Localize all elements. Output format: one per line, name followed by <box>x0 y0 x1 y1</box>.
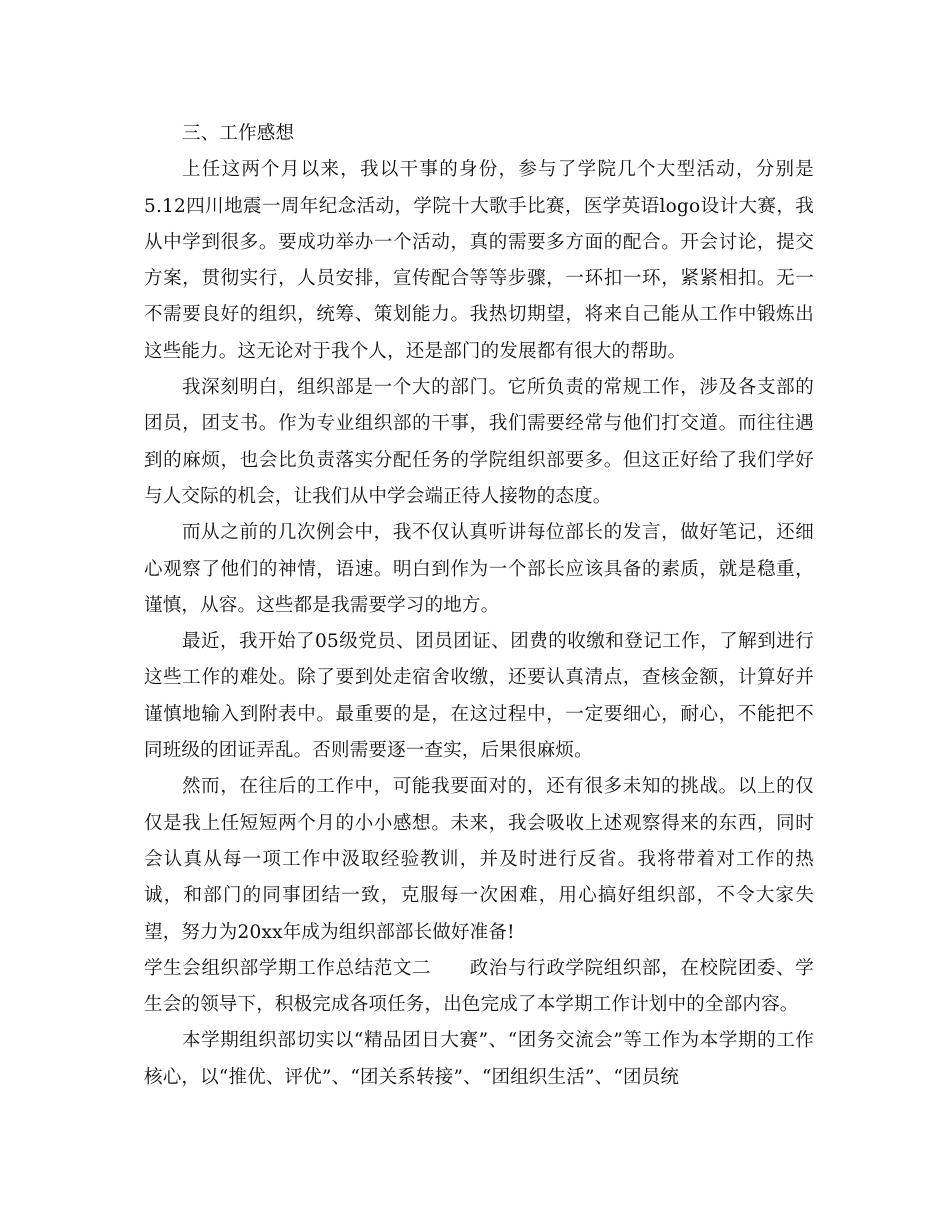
second-section-title: 学生会组织部学期工作总结范文二 <box>144 957 432 979</box>
paragraph-1: 上任这两个月以来，我以干事的身份，参与了学院几个大型活动，分别是5.12四川地震一周年纪念活动，学院十大歌手比赛，医学英语logo设计大赛，我从中学到很多。要成功举办一个活动，真的需要多方面的配合。开会讨论，提交方案，贯彻实行，人员安排，宣传配合等等步骤，一环扣一环，紧紧相扣。无一不需要良好的组织，统筹、策划能力。我热切期望，将来自己能从工作中锻炼出这些能力。这无论对于我个人，还是部门的发展都有很大的帮助。 <box>144 159 814 362</box>
section-heading: 三、工作感想 <box>182 123 295 144</box>
document-body <box>144 116 814 1096</box>
paragraph-2: 我深刻明白，组织部是一个大的部门。它所负责的常规工作，涉及各支部的团员，团支书。作为专业组织部的干事，我们需要经常与他们打交道。而往往遇到的麻烦，也会比负责落实分配任务的学院组织部要多。但这正好给了我们学好与人交际的机会，让我们从中学会端正待人接物的态度。 <box>144 377 814 507</box>
paragraph-3: 而从之前的几次例会中，我不仅认真听讲每位部长的发言，做好笔记，还细心观察了他们的神情，语速。明白到作为一个部长应该具备的素质，就是稳重，谨慎，从容。这些都是我需要学习的地方。 <box>144 522 814 616</box>
second-section-intro: 政治与行政学院组织部，在校院团委、学生会的领导下，积极完成各项任务，出色完成了本学期工作计划中的全部内容。 <box>144 957 814 1016</box>
paragraph-4: 最近，我开始了05级党员、团员团证、团费的收缴和登记工作，了解到进行这些工作的难处。除了要到处走宿舍收缴，还要认真清点，查核金额，计算好并谨慎地输入到附表中。最重要的是，在这过程中，一定要细心，耐心，不能把不同班级的团证弄乱。否则需要逐一查实，后果很麻烦。 <box>144 631 814 762</box>
second-section-paragraph <box>144 951 814 1024</box>
paragraph-last: 本学期组织部切实以“精品团日大赛”、“团务交流会”等工作为本学期的工作核心，以“推优、评优”、“团关系转接”、“团组织生活”、“团员统 <box>144 1030 814 1088</box>
paragraph-5: 然而，在往后的工作中，可能我要面对的，还有很多未知的挑战。以上的仅仅是我上任短短两个月的小小感想。未来，我会吸收上述观察得来的东西，同时会认真从每一项工作中汲取经验教训，并及时进行反省。我将带着对工作的热诚，和部门的同事团结一致，克服每一次困难，用心搞好组织部，不令大家失望，努力为20xx年成为组织部部长做好准备! <box>144 776 814 943</box>
